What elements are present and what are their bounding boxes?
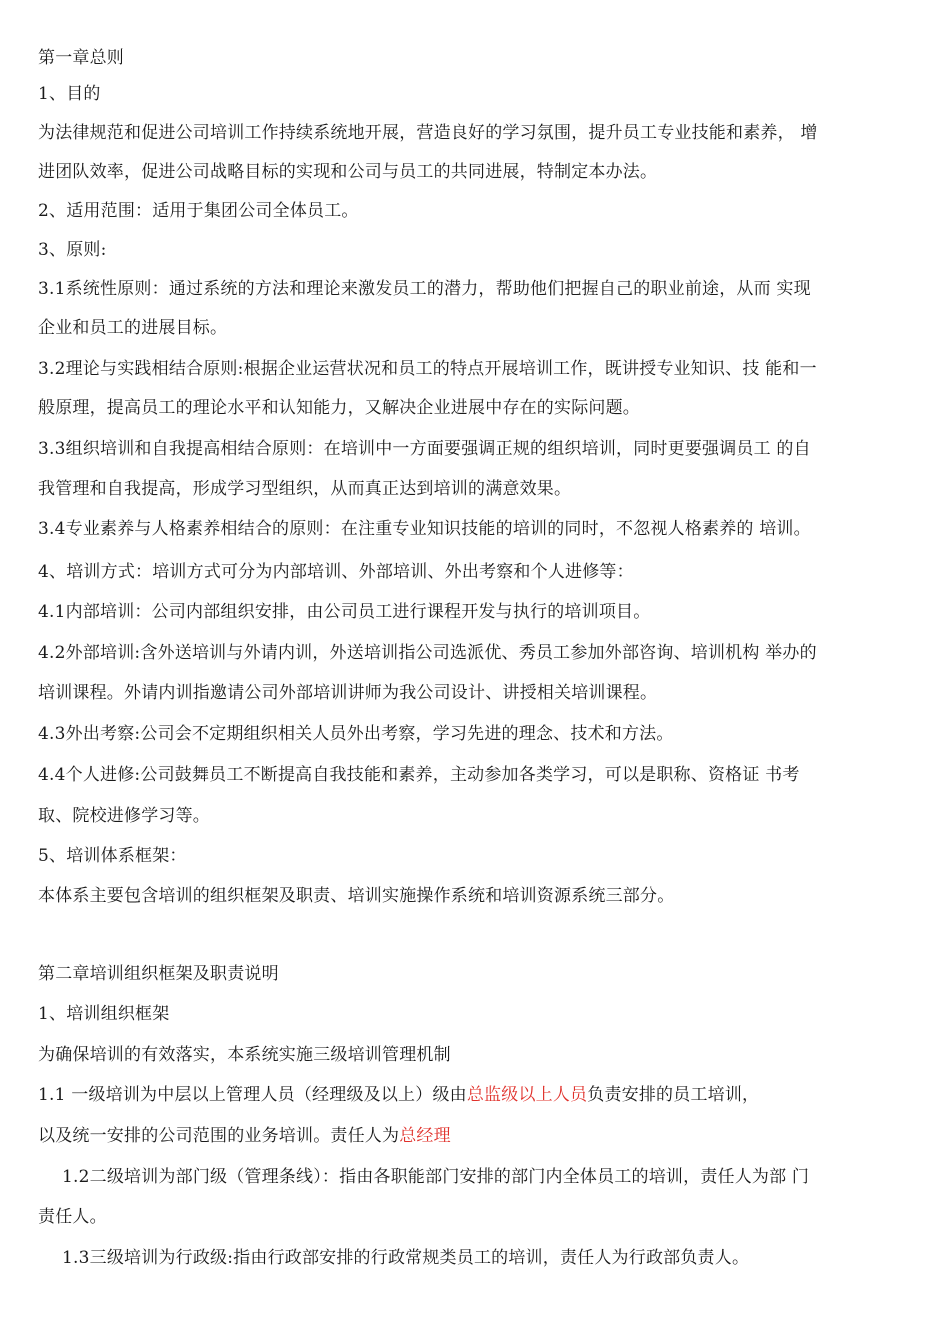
level-1-text-pre: 1.1 一级培训为中层以上管理人员（经理级及以上）级由 (38, 1085, 467, 1105)
training-methods-heading: 4、培训方式：培训方式可分为内部培训、外部培训、外出考察和个人进修等： (38, 562, 634, 582)
level-3-training: 1.3三级培训为行政级:指由行政部安排的行政常规类员工的培训，责任人为行政部负责人。 (62, 1248, 750, 1268)
section-purpose-heading: 1、目的 (38, 84, 101, 104)
framework-heading: 5、培训体系框架： (38, 846, 187, 866)
chapter-1-title: 第一章总则 (38, 48, 124, 68)
method-4-2-line-1: 4.2外部培训:含外送培训与外请内训，外送培训指公司选派优、秀员工参加外部咨询、培训机构 举办的 (38, 643, 817, 663)
framework-text: 本体系主要包含培训的组织框架及职责、培训实施操作系统和培训资源系统三部分。 (38, 886, 675, 906)
method-4-4-line-2: 取、院校进修学习等。 (38, 806, 210, 826)
chapter-2-title: 第二章培训组织框架及职责说明 (38, 964, 279, 984)
level-2-training-line-1: 1.2二级培训为部门级（管理条线）：指由各职能部门安排的部门内全体员工的培训，责任人为部 门 (62, 1167, 810, 1187)
principle-3-2-line-1: 3.2理论与实践相结合原则:根据企业运营状况和员工的特点开展培训工作，既讲授专业知识、技 能和一 (38, 359, 817, 379)
org-framework-heading: 1、培训组织框架 (38, 1004, 170, 1024)
principle-3-3-line-2: 我管理和自我提高，形成学习型组织，从而真正达到培训的满意效果。 (38, 479, 572, 499)
purpose-text-line-2: 进团队效率，促进公司战略目标的实现和公司与员工的共同进展，特制定本办法。 (38, 162, 658, 182)
level-2-training-line-2: 责任人。 (38, 1207, 107, 1227)
level-1-highlight-director: 总监级以上人员 (466, 1085, 588, 1105)
level-1-text-post: 负责安排的员工培训， (587, 1085, 760, 1105)
org-framework-intro: 为确保培训的有效落实，本系统实施三级培训管理机制 (38, 1045, 451, 1065)
level-1-training-line-1 (38, 1084, 918, 1106)
method-4-2-line-2: 培训课程。外请内训指邀请公司外部培训讲师为我公司设计、讲授相关培训课程。 (38, 683, 658, 703)
principle-3-1-line-2: 企业和员工的进展目标。 (38, 318, 228, 338)
level-1-training-line-2 (38, 1125, 918, 1147)
principle-3-2-line-2: 般原理，提高员工的理论水平和认知能力，又解决企业进展中存在的实际问题。 (38, 398, 640, 418)
method-4-4-line-1: 4.4个人进修:公司鼓舞员工不断提高自我技能和素养，主动参加各类学习，可以是职称、资格证 书考 (38, 765, 800, 785)
level-1-b-text-pre: 以及统一安排的公司范围的业务培训。责任人为 (38, 1126, 400, 1146)
principle-3-1-line-1: 3.1系统性原则：通过系统的方法和理论来激发员工的潜力，帮助他们把握自己的职业前途，从而 实现 (38, 279, 811, 299)
principle-3-3-line-1: 3.3组织培训和自我提高相结合原则：在培训中一方面要强调正规的组织培训，同时更要强调员工 的自 (38, 439, 811, 459)
principles-heading: 3、原则: (38, 240, 107, 260)
purpose-text-line-1: 为法律规范和促进公司培训工作持续系统地开展，营造良好的学习氛围，提升员工专业技能和素养， 增 (38, 123, 818, 143)
principle-3-4: 3.4专业素养与人格素养相结合的原则：在注重专业知识技能的培训的同时，不忽视人格素养的 培训。 (38, 519, 811, 539)
level-1-highlight-gm: 总经理 (399, 1126, 451, 1146)
method-4-1: 4.1内部培训：公司内部组织安排，由公司员工进行课程开发与执行的培训项目。 (38, 602, 651, 622)
method-4-3: 4.3外出考察:公司会不定期组织相关人员外出考察，学习先进的理念、技术和方法。 (38, 724, 674, 744)
scope-line: 2、适用范围：适用于集团公司全体员工。 (38, 201, 359, 221)
